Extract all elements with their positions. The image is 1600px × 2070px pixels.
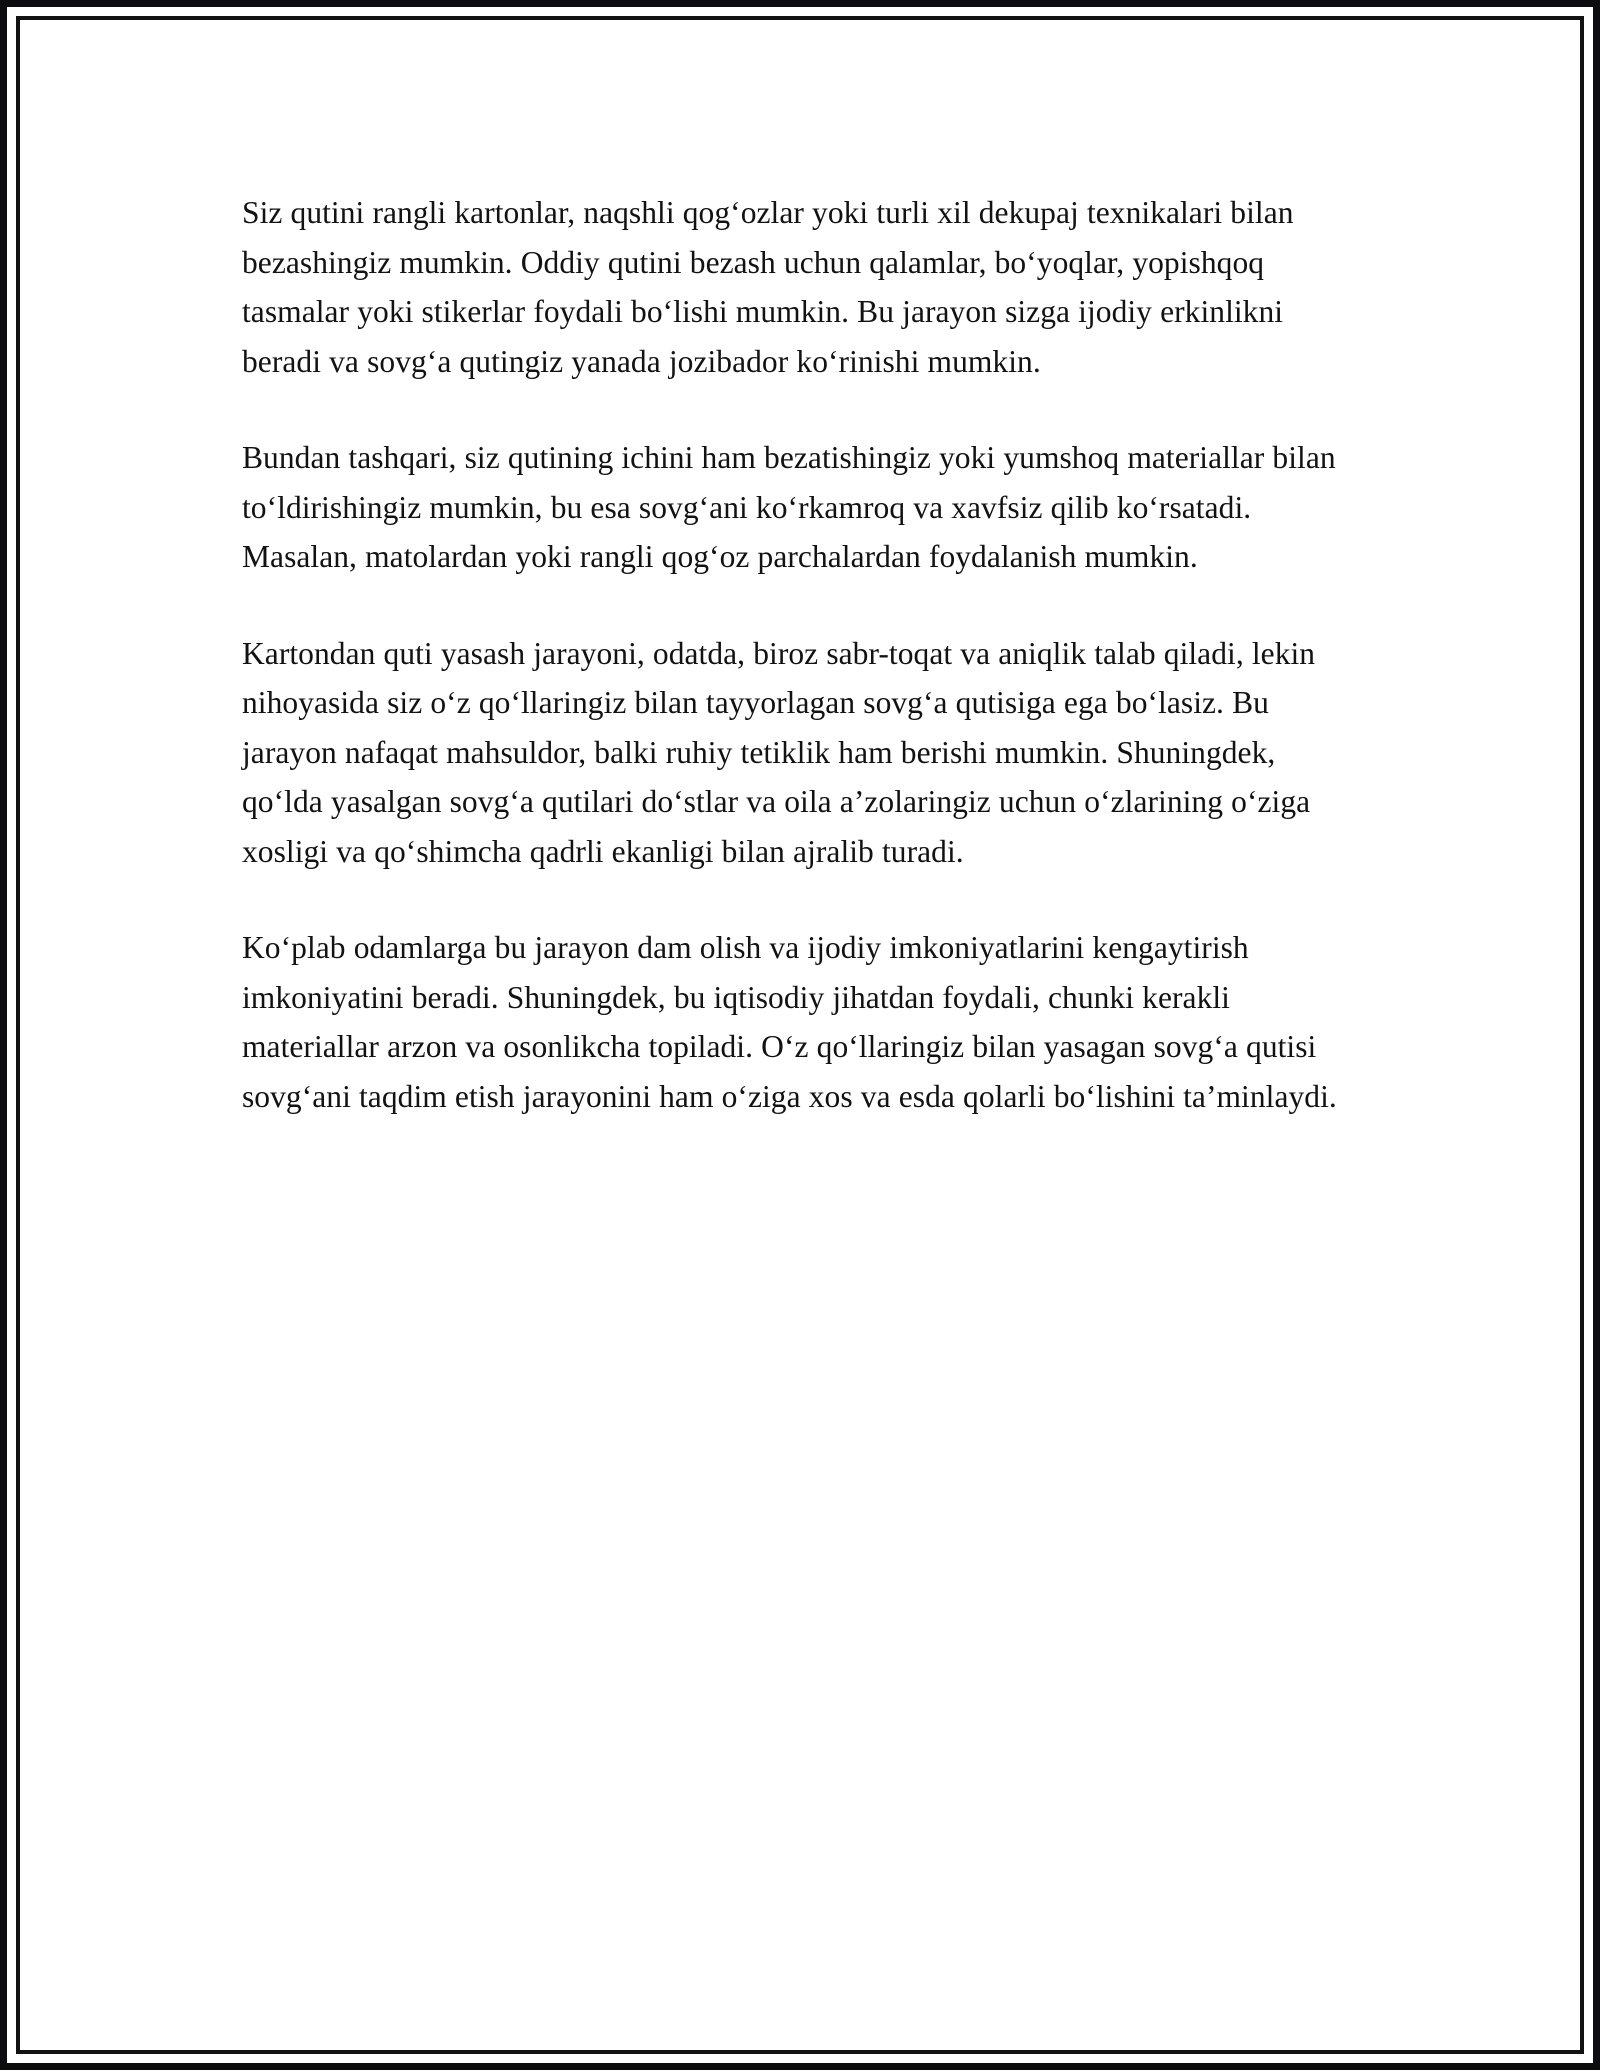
page-sheet: [16, 16, 1584, 2054]
document-body: [20, 20, 1580, 2050]
document-text-column: [242, 188, 1342, 1121]
paragraph-4: Ko‘plab odamlarga bu jarayon dam olish va ijodiy imkoniyatlarini kengaytirish imkoniyatini beradi. Shuningdek, bu iqtisodiy jihatdan foydali, chunki kerakli materiallar arzon va osonlikcha topiladi. O‘z qo‘llaringiz bilan yasagan sovg‘a qutisi sovg‘ani taqdim etish jarayonini ham o‘ziga xos va esda qolarli bo‘lishini ta’minlaydi.: [242, 930, 1337, 1114]
paragraph-1: Siz qutini rangli kartonlar, naqshli qog‘ozlar yoki turli xil dekupaj texnikalari bilan bezashingiz mumkin. Oddiy qutini bezash uchun qalamlar, bo‘yoqlar, yopishqoq tasmalar yoki stikerlar foydali bo‘lishi mumkin. Bu jarayon sizga ijodiy erkinlikni beradi va sovg‘a qutingiz yanada jozibador ko‘rinishi mumkin.: [242, 195, 1294, 379]
paragraph-3: Kartondan quti yasash jarayoni, odatda, biroz sabr-toqat va aniqlik talab qiladi, lekin nihoyasida siz o‘z qo‘llaringiz bilan tayyorlagan sovg‘a qutisiga ega bo‘lasiz. Bu jarayon nafaqat mahsuldor, balki ruhiy tetiklik ham berishi mumkin. Shuningdek, qo‘lda yasalgan sovg‘a qutilari do‘stlar va oila a’zolaringiz uchun o‘zlarining o‘ziga xosligi va qo‘shimcha qadrli ekanligi bilan ajralib turadi.: [242, 635, 1316, 869]
paragraph-2: Bundan tashqari, siz qutining ichini ham bezatishingiz yoki yumshoq materiallar bilan to‘ldirishingiz mumkin, bu esa sovg‘ani ko‘rkamroq va xavfsiz qilib ko‘rsatadi. Masalan, matolardan yoki rangli qog‘oz parchalardan foydalanish mumkin.: [242, 440, 1336, 574]
